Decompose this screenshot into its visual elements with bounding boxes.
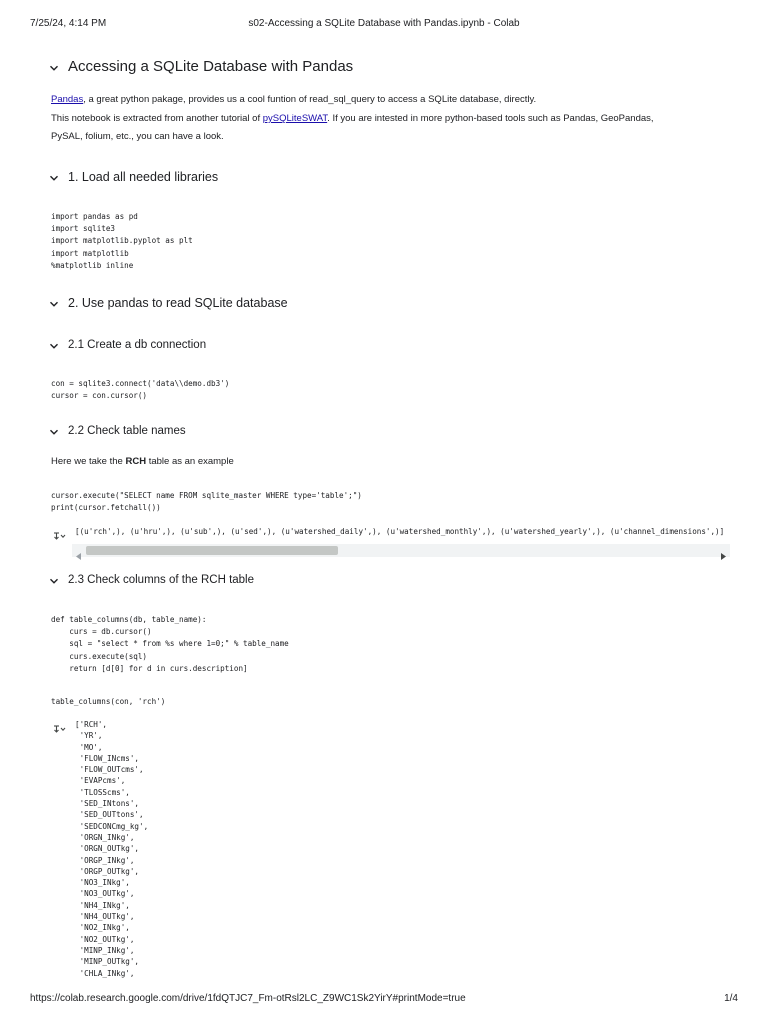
- intro-line-2: This notebook is extracted from another tutorial of pySQLiteSWAT. If you are intested in more python-based tools such as Pandas, GeoPandas,: [51, 113, 654, 124]
- intro-line-3: PySAL, folium, etc., you can have a look.: [51, 131, 224, 142]
- code-cell-table-names[interactable]: cursor.execute("SELECT name FROM sqlite_master WHERE type='table';") print(cursor.fetchall()): [51, 491, 362, 513]
- horizontal-scrollbar[interactable]: [72, 544, 730, 557]
- section-title-2-3: 2.3 Check columns of the RCH table: [68, 574, 255, 586]
- print-footer: [30, 993, 738, 1007]
- pysqliteswat-link[interactable]: pySQLiteSWAT: [262, 113, 328, 124]
- print-page-number: 1/4: [724, 993, 738, 1004]
- section-title-2-2: 2.2 Check table names: [68, 425, 186, 437]
- section-title-2-1: 2.1 Create a db connection: [68, 339, 207, 351]
- chevron-down-icon[interactable]: [48, 426, 60, 438]
- output-toggle-icon[interactable]: [53, 528, 67, 538]
- rch-note: Here we take the RCH table as an example: [51, 456, 234, 467]
- code-cell-table-columns-def[interactable]: def table_columns(db, table_name): curs = db.cursor() sql = "select * from %s where 1=0;" % table_name curs.execute(sql) return [d[0] for d in curs.description]: [51, 615, 289, 673]
- chevron-down-icon[interactable]: [48, 575, 60, 587]
- intro-line-1: Pandas, a great python pakage, provides us a cool funtion of read_sql_query to access a SQLite database, directly.: [51, 94, 537, 105]
- scroll-left-arrow-icon[interactable]: [76, 547, 82, 554]
- code-cell-imports[interactable]: import pandas as pd import sqlite3 import matplotlib.pyplot as plt import matplotlib %matplotlib inline: [51, 212, 193, 270]
- intro-text: [51, 91, 741, 146]
- section-title-2: 2. Use pandas to read SQLite database: [68, 296, 288, 310]
- output-column-list: ['RCH', 'YR', 'MO', 'FLOW_INcms', 'FLOW_OUTcms', 'EVAPcms', 'TLOSScms', 'SED_INtons', 'SED_OUTtons', 'SEDCONCmg_kg', 'ORGN_INkg', 'ORGN_OUTkg', 'ORGP_INkg', 'ORGP_OUTkg', 'NO3_INkg', 'NO3_OUTkg', 'NH4_INkg', 'NH4_OUTkg', 'NO2_INkg', 'NO2_OUTkg', 'MINP_INkg', 'MINP_OUTkg', 'CHLA_INkg',: [75, 720, 149, 978]
- print-title: s02-Accessing a SQLite Database with Pandas.ipynb - Colab: [248, 18, 520, 29]
- chevron-down-icon[interactable]: [48, 62, 60, 74]
- print-date: 7/25/24, 4:14 PM: [30, 18, 107, 29]
- pandas-link[interactable]: Pandas: [51, 94, 84, 105]
- section-title-main: Accessing a SQLite Database with Pandas: [68, 58, 354, 75]
- output-table-names: [(u'rch',), (u'hru',), (u'sub',), (u'sed',), (u'watershed_daily',), (u'watershed_monthly',), (u'watershed_yearly',), (u'channel_dimensions',)]: [75, 527, 725, 536]
- output-table-names-viewport: [75, 526, 730, 538]
- section-title-1: 1. Load all needed libraries: [68, 170, 219, 184]
- output-toggle-icon[interactable]: [53, 721, 67, 731]
- scroll-right-arrow-icon[interactable]: [720, 547, 726, 554]
- code-cell-table-columns-call[interactable]: table_columns(con, 'rch'): [51, 697, 166, 706]
- scrollbar-thumb[interactable]: [86, 546, 338, 555]
- code-cell-connection[interactable]: con = sqlite3.connect('data\\demo.db3') cursor = con.cursor(): [51, 379, 230, 401]
- print-url: https://colab.research.google.com/drive/1fdQTJC7_Fm-otRsl2LC_Z9WC1Sk2YirY#printMode=true: [30, 993, 466, 1004]
- print-header: [30, 18, 738, 32]
- chevron-down-icon[interactable]: [48, 298, 60, 310]
- chevron-down-icon[interactable]: [48, 172, 60, 184]
- chevron-down-icon[interactable]: [48, 340, 60, 352]
